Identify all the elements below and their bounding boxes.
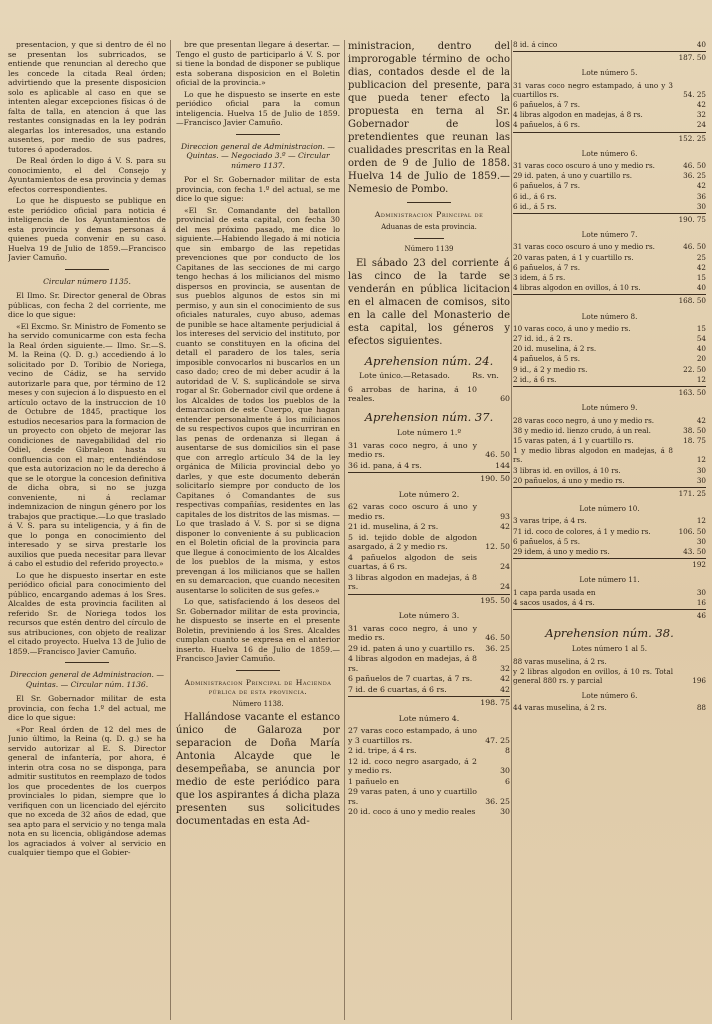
item-row — [513, 40, 706, 49]
paragraph: El Sr. Gobernador militar de esta provincia, con fecha 1.º del actual, me dice lo que sigue: — [8, 694, 166, 722]
item-description: 9 id., á 2 y medio rs. — [513, 364, 588, 374]
lote-total: 190. 50 — [348, 472, 510, 484]
column-rule — [170, 40, 171, 1020]
item-value: 54. 25 — [683, 89, 706, 99]
item-row — [348, 533, 510, 552]
item-row — [513, 416, 706, 425]
item-description: 6 pañuelos, á 7 rs. — [513, 181, 580, 191]
lote-title: Lote número 6. — [581, 148, 638, 158]
item-description: 27 id. id., á 2 rs. — [513, 334, 573, 344]
lote-list — [348, 428, 510, 817]
item-value: 42 — [500, 674, 510, 683]
notice-number: Número 1139 — [404, 245, 454, 253]
lote-total: 192 — [513, 558, 706, 569]
item-row — [513, 171, 706, 180]
item-description: 4 libras algodon en ovillos, á 10 rs. — [513, 283, 641, 293]
item-description: 8 id. á cinco — [513, 40, 558, 49]
item-value: 12 — [696, 374, 706, 384]
item-value: 42 — [696, 181, 706, 191]
item-value: 24 — [696, 120, 706, 130]
column-3 — [348, 40, 510, 1020]
item-value: 46. 50 — [683, 242, 706, 252]
item-row — [348, 787, 510, 806]
item-value: 30 — [500, 807, 510, 816]
item-row — [513, 283, 706, 292]
lote-total: 163. 50 — [513, 386, 706, 397]
item-row — [348, 726, 510, 745]
item-value: 42 — [696, 415, 706, 425]
lote-title: Lote número 1.º — [396, 428, 462, 437]
item-description: 4 libras algodon en madejas, á 8 rs. — [348, 654, 477, 673]
item-value: 8 — [505, 746, 510, 755]
item-description: 2 id. tripe, á 4 rs. — [348, 746, 417, 755]
item-description: 15 varas paten, á 1 y cuartillo rs. — [513, 435, 634, 445]
item-value: 15 — [696, 273, 706, 283]
item-description: 20 id. coco á uno y medio reales — [348, 807, 476, 816]
paragraph: «Por Real órden de 12 del mes de Junio último, la Reina (q. D. g.) se ha servido autorizar al E. S. Director general de infantería, por ahora, é interin otra cosa no se disponga, para admitir sustitutos en reemplazo de todos los que procedentes de los cuerpos provinciales lo pidan, siempre que lo verifiquen con un licenciado del ejército que no exceda de 32 años de edad, que sea apto para el servicio y no tenga mala nota en su licencia, obligándose ademas los agraciados á volver al servicio en cualquier tiempo que el Gobier- — [8, 724, 166, 857]
item-description: 29 id. paten á uno y cuartillo rs. — [348, 643, 475, 653]
item-value: 42 — [500, 684, 510, 694]
item-row — [513, 667, 706, 685]
item-value: 38. 50 — [683, 425, 706, 435]
lote-title: Lote número 11. — [579, 575, 640, 585]
item-description: 1 y medio libras algodon en madejas, á 8 rs. — [513, 446, 673, 465]
item-description: 31 varas coco negro, á uno y medio rs. — [348, 440, 477, 459]
aprehension-heading: Aprehension núm. 24. — [364, 353, 494, 368]
item-value: 40 — [696, 40, 706, 49]
lote-title: Lote número 3. — [398, 611, 460, 620]
item-row — [513, 657, 706, 666]
item-row — [348, 553, 510, 572]
item-value: 46. 50 — [485, 450, 510, 459]
lote-header — [348, 371, 510, 381]
section-heading: Direccion general de Administracion. — Quintas. — Circular núm. 1136. — [10, 670, 164, 689]
paragraph: El Ilmo. Sr. Director general de Obras públicas, con fecha 2 del corriente, me dice lo que sigue: — [8, 291, 166, 319]
item-description: 3 libras algodon en madejas, á 8 rs. — [348, 572, 477, 591]
item-value: 60 — [500, 394, 510, 403]
item-value: 88 — [696, 703, 706, 713]
item-value: 42 — [696, 262, 706, 272]
paragraph: bre que presentan llegare á desertar. —Tengo el gusto de participarlo á V. S. por si tiene la bondad de disponer se publique esta soberana disposicion en el Boletin oficial de la provincia.» — [176, 40, 340, 87]
item-row — [513, 81, 706, 99]
item-value: 30 — [696, 536, 706, 546]
column-rule — [511, 40, 512, 1020]
item-row — [513, 334, 706, 343]
item-value: 6 — [505, 776, 510, 786]
item-description: 29 idem, á uno y medio rs. — [513, 546, 610, 556]
item-description: 31 varas coco oscuro á uno y medio rs. — [513, 161, 655, 171]
item-description: 3 varas tripe, á 4 rs. — [513, 516, 587, 526]
item-row — [348, 624, 510, 643]
item-value: 40 — [696, 344, 706, 354]
item-description: 27 varas coco estampado, á uno y 3 cuartillos rs. — [348, 726, 477, 745]
item-value: 25 — [696, 252, 706, 262]
item-description: 36 id. pana, á 4 rs. — [348, 460, 422, 470]
lote-title: Lote número 2. — [398, 489, 460, 499]
item-description: 31 varas coco negro, á uno y medio rs. — [348, 623, 477, 642]
lote-total: 171. 25 — [513, 487, 706, 498]
item-value: 42 — [500, 522, 510, 531]
item-value: 18. 75 — [683, 435, 706, 445]
item-description: 10 varas coco, á uno y medio rs. — [513, 323, 631, 333]
aprehension-heading: Aprehension núm. 38. — [545, 626, 674, 641]
item-value: 36 — [696, 191, 706, 201]
section-heading: Direccion general de Administracion. — Quintas. — Negociado 3.º — Circular número 1137. — [181, 141, 335, 170]
item-description: 1 pañuelo en — [348, 776, 400, 786]
item-row — [513, 375, 706, 384]
item-row — [513, 273, 706, 282]
section-heading: Circular número 1135. — [43, 276, 131, 286]
item-description: 2 id., á 6 rs. — [513, 374, 557, 384]
divider — [65, 269, 109, 270]
item-row — [513, 703, 706, 712]
item-row — [513, 547, 706, 556]
item-row — [513, 263, 706, 272]
item-value: 20 — [696, 354, 706, 364]
item-description: 88 varas muselina, á 2 rs. — [513, 656, 607, 666]
item-value: 30 — [696, 587, 706, 597]
item-description: 12 id. coco negro asargado, á 2 y medio rs. — [348, 756, 477, 775]
lote-total: 190. 75 — [513, 213, 706, 224]
item-row — [513, 100, 706, 109]
item-value: 36. 25 — [485, 796, 510, 806]
item-description: 62 varas coco oscuro á uno y medio rs. — [348, 502, 477, 521]
item-value: 12. 50 — [485, 542, 510, 551]
section-heading: Administracion Principal de Hacienda pública de esta provincia. — [184, 677, 332, 696]
section-heading: Administracion Principal de — [374, 210, 484, 219]
item-description: 6 pañuelos, á 7 rs. — [513, 262, 580, 272]
lote-title: Lotes número 1 al 5. — [571, 644, 648, 654]
item-value: 30 — [696, 465, 706, 475]
item-description: 21 id. muselina, á 2 rs. — [348, 522, 439, 531]
item-description: 4 sacos usados, á 4 rs. — [513, 597, 595, 607]
item-row — [513, 516, 706, 525]
item-value: 24 — [500, 582, 510, 591]
divider — [407, 202, 451, 203]
item-value: 30 — [696, 475, 706, 485]
lote-total: 187. 50 — [513, 51, 706, 62]
item-value: 32 — [696, 110, 706, 120]
item-description: 3 idem, á 5 rs. — [513, 273, 566, 283]
item-description: 6 pañuelos de 7 cuartas, á 7 rs. — [348, 674, 473, 683]
item-description: 6 pañuelos, á 5 rs. — [513, 536, 580, 546]
item-description: 28 varas coco negro, á uno y medio rs. — [513, 415, 655, 425]
item-value: 32 — [500, 663, 510, 673]
item-row — [348, 573, 510, 592]
item-description: 20 varas paten, á 1 y cuartillo rs. — [513, 252, 634, 262]
item-row — [348, 522, 510, 532]
item-value: 15 — [696, 323, 706, 333]
item-row — [348, 777, 510, 787]
item-row — [348, 685, 510, 695]
item-value: 30 — [500, 766, 510, 775]
item-description: 29 id. paten, á uno y cuartillo rs. — [513, 171, 633, 181]
item-description: 38 y medio id. lienzo crudo, á un real. — [513, 425, 651, 435]
item-row — [513, 324, 706, 333]
lote-title: Lote número 10. — [579, 504, 640, 514]
item-row — [513, 598, 706, 607]
item-description: 1 capa parda usada en — [513, 587, 596, 597]
item-description: 20 pañuelos, á uno y medio rs. — [513, 475, 625, 485]
column-4 — [513, 40, 706, 1020]
item-value: 36. 25 — [683, 171, 706, 181]
lote-total: 168. 50 — [513, 294, 706, 305]
item-row — [348, 461, 510, 471]
divider — [414, 238, 444, 239]
column-rule — [344, 40, 345, 1020]
item-value: 42 — [696, 100, 706, 110]
item-description: 20 id. muselina, á 2 rs. — [513, 344, 597, 354]
item-description: 5 id. tejido doble de algodon asargado, á 2 y medio rs. — [348, 532, 477, 551]
item-value: 24 — [500, 562, 510, 571]
paragraph: presentacion, y que si dentro de él no se presentan los subrricados, se entiende que renuncian al derecho que les concede la citada Real órden; advirtiendo que la presente disposicion solo es aplicable al caso en que se intenten alegar excepciones físicas ó de falta de talla, en atencion á que las restantes consignadas en la ley podrán alegarlas los interesados, una estando ausentes, por medio de sus padres, tutores ó apoderados. — [8, 40, 166, 154]
item-row — [348, 746, 510, 756]
currency-label: Rs. vn. — [472, 371, 499, 380]
item-row — [513, 344, 706, 353]
item-value: 46. 50 — [683, 161, 706, 171]
item-description: 31 varas coco oscuro á uno y medio rs. — [513, 242, 655, 252]
paragraph: «El Excmo. Sr. Ministro de Fomento se ha servido comunicarme con esta fecha la Real órden siguiente.— Ilmo. Sr.—S. M. la Reina (Q. D. g.) accediendo á lo solicitado por D. Toribio de Noriega, vecino de Cádiz, se ha servido autorizarle para que, por término de 12 meses y con sujecion á lo dispuesto en el artículo octavo de la instruccion de 10 de Octubre de 1845, practique los estudios necesarios para la formacion de un proyecto con objeto de mejorar las condiciones de navegabilidad del rio Odiel, desde Gibraleon hasta su confluencia con el mar; entendiéndose que esta autorizacion no le da derecho á que se le otorgue la concesion definitiva de dicha obra, si no se juzga conveniente, ni á reclamar indemnizacion de ningun género por los trabajos que practique.—Lo que traslado á V. S. para su inteligencia, y á fin de que lo ponga en conocimiento del interesado y se sirva prestarle los auxilios que pueda necesitar para llevar á cabo el estudio del referido proyecto.» — [8, 321, 166, 568]
item-row — [348, 654, 510, 673]
aprehension-heading: Aprehension núm. 37. — [364, 409, 494, 424]
lote-list — [513, 68, 706, 620]
item-description: 4 pañuelos, á 6 rs. — [513, 120, 580, 130]
lote-title: Lote número 4. — [398, 713, 460, 723]
divider — [236, 134, 280, 135]
item-row — [348, 441, 510, 460]
item-row — [513, 181, 706, 190]
item-row — [513, 588, 706, 597]
lote-title: Lote número 8. — [581, 311, 638, 321]
item-row — [513, 446, 706, 464]
item-description: 7 id. de 6 cuartas, á 6 rs. — [348, 684, 447, 694]
item-row — [513, 354, 706, 363]
lote-title: Lote número 9. — [581, 403, 638, 413]
item-row — [348, 385, 510, 404]
item-value: 93 — [500, 511, 510, 521]
item-description: 6 pañuelos, á 7 rs. — [513, 100, 580, 110]
item-description: 4 libras algodon en madejas, á 8 rs. — [513, 110, 643, 120]
lote-label: Lote único.—Retasado. — [359, 371, 450, 380]
item-description: 6 id., á 5 rs. — [513, 201, 557, 211]
paragraph: ministracion, dentro del improrogable término de ocho dias, contados desde el de la publicacion del presente, para que pueda tener efecto la propuesta en terna al Sr. Gobernador de los pretendientes que reunan las cualidades prescritas en la Real orden de 9 de Julio de 1858. Huelva 14 de Julio de 1859.—Nemesio de Pombo. — [348, 41, 510, 195]
lote-total: 195. 50 — [348, 594, 510, 606]
item-description: 71 id. coco de colores, á 1 y medio rs. — [513, 526, 651, 536]
item-row — [513, 537, 706, 546]
lote-total: 198. 75 — [348, 696, 510, 708]
item-value: 30 — [696, 201, 706, 211]
item-row — [513, 242, 706, 251]
item-description: 29 varas paten, á uno y cuartillo rs. — [348, 787, 477, 806]
paragraph: Lo que, satisfaciendo á los deseos del Sr. Gobernador militar de esta provincia, he dispuesto se inserte en el presente Boletin, previniendo á los Sres. Alcaldes cumplan cuanto se expresa en el anterior inserto. Huelva 16 de Julio de 1859.—Francisco Javier Camuño. — [176, 597, 340, 663]
column-1 — [8, 40, 166, 1020]
item-row — [513, 192, 706, 201]
paragraph: Hallándose vacante el estanco único de Galaroza por separacion de Doña María Antonia Alcayde que le desempeñaba, se anuncia por medio de este periódico para que los aspirantes á dicha plaza presenten sus solicitudes documentadas en esta Ad- — [176, 712, 340, 827]
lote-items — [513, 657, 706, 686]
item-value: 43. 50 — [683, 546, 706, 556]
item-value: 54 — [696, 334, 706, 344]
item-row — [513, 161, 706, 170]
item-value: 36. 25 — [485, 643, 510, 653]
item-value: 12 — [696, 455, 706, 465]
item-description: 4 pañuelos, á 5 rs. — [513, 354, 580, 364]
paragraph: De Real órden lo digo á V. S. para su conocimiento, el del Consejo y Ayuntamientos de esa provincia y demas efectos correspondientes. — [8, 156, 166, 194]
item-row — [513, 527, 706, 536]
item-value: 196 — [692, 675, 706, 685]
item-row — [348, 674, 510, 684]
lote-total: 46 — [513, 609, 706, 620]
item-description: y 2 libras algodon en ovillos, á 10 rs. Total general 880 rs. y parcial — [513, 666, 673, 685]
item-row — [513, 436, 706, 445]
item-value: 46. 50 — [485, 633, 510, 642]
lote-title: Lote número 5. — [581, 68, 638, 78]
paragraph: Por el Sr. Gobernador militar de esta provincia, con fecha 1.º del actual, se me dice lo que sigue: — [176, 175, 340, 203]
lote-title: Lote número 7. — [581, 230, 638, 240]
item-description: 4 pañuelos algodon de seis cuartas, á 6 rs. — [348, 552, 477, 571]
item-description: 6 arrobas de harina, á 10 reales. — [348, 384, 477, 403]
item-description: 6 id., á 6 rs. — [513, 191, 557, 201]
item-description: 31 varas coco negro estampado, á uno y 3 cuartillos rs. — [513, 80, 673, 99]
item-value: 22. 50 — [683, 364, 706, 374]
item-row — [348, 644, 510, 654]
section-subheading: Aduanas de esta provincia. — [381, 222, 477, 231]
divider — [65, 662, 109, 663]
paragraph: El sábado 23 del corriente á las cinco de la tarde se venderán en pública licitacion en el almacen de comisos, sito en la calle del Monasterio de esta capital, los géneros y efectos siguientes. — [348, 257, 510, 347]
item-row — [513, 466, 706, 475]
item-row — [513, 426, 706, 435]
item-row — [513, 110, 706, 119]
item-row — [513, 365, 706, 374]
column-2 — [176, 40, 340, 1020]
notice-number: Número 1138. — [232, 699, 284, 708]
item-row — [348, 502, 510, 521]
item-row — [513, 202, 706, 211]
paragraph: Lo que he dispuesto se inserte en este periódico oficial para la comun inteligencia. Huelva 15 de Julio de 1859.—Francisco Javier Camuño. — [176, 89, 340, 127]
item-row — [513, 253, 706, 262]
item-value: 16 — [696, 597, 706, 607]
paragraph: «El Sr. Comandante del batallon provincial de esta capital, con fecha 30 del mes próximo pasado, me dice lo siguiente.—Habiendo llegado á mi noticia que sin embargo de las repetidas prevenciones que por conducto de los Capitanes de las secciones de mi cargo tengo hechas á los milicianos del mismo dispersos en provincia, se ausentan de sus pueblos algunos de estos sin mi permiso, y aun sin el conocimiento de sus oficiales naturales, cuyo abuso, ademas de punible se hace altamente perjudicial á los intereses del servicio del instituto, por cuanto se constituyen en la oficina del detall el paradero de los tales, sería imposible convocarlos ni buscarlos en un caso dado; creo de mi deber acudir á la autoridad de V. S. suplicándole se sirva rogar al Sr. Gobernador civil que ordene á los Alcaldes de todos los pueblos de la demarcacion de este Cuerpo, que hagan entender personalmente á los milicianos de su respectivos cupos que incurriran en las penas de ordenanza si llegan á ausentarse de sus domicilios sin el pase que con arreglo artículo 34 de la ley orgánica de Milicia provincial debo yo darles, y que este documento deberán solicitarlo siempre por conducto de los Capitanes ó Comandantes de sus respectivas compañías, residentes en las capitales de los distritos de las mismas. —Lo que traslado á V. S. por si se digna disponer lo conveniente á su publicacion en el Boletin oficial de la provincia para que llegue á conocimiento de los Alcaldes de los pueblos de la misma, y estos prevengan á los milicianos que se hallen en su demarcacion, que cuando necesiten ausentarse lo soliciten de sus gefes.» — [176, 205, 340, 595]
item-value: 106. 50 — [678, 526, 706, 536]
divider — [236, 670, 280, 671]
item-row — [348, 757, 510, 776]
item-row — [348, 807, 510, 817]
paragraph: Lo que he dispuesto insertar en este periódico oficial para conocimiento del público, encargando ademas á los Sres. Alcaldes de esta provincia faciliten al referido Sr. de Noriega todos los recursos que estén dentro del círculo de sus atribuciones, con objeto de realizar el citado proyecto. Huelva 13 de Julio de 1859.—Francisco Javier Camuño. — [8, 570, 166, 656]
item-description: 3 libras id. en ovillos, á 10 rs. — [513, 465, 621, 475]
item-row — [513, 120, 706, 129]
lote-title: Lote número 6. — [581, 691, 638, 701]
paragraph: Lo que he dispuesto se publique en este periódico oficial para noticia é inteligencia de los Ayuntamientos de esta provincia y demas personas á quienes pueda convenir en su caso. Huelva 19 de Julio de 1859.—Francisco Javier Camuño. — [8, 196, 166, 262]
lote-total: 152. 25 — [513, 132, 706, 143]
item-row — [513, 476, 706, 485]
item-value: 144 — [495, 460, 510, 470]
item-value: 47. 25 — [485, 735, 510, 745]
item-value: 12 — [696, 516, 706, 526]
item-value: 40 — [696, 283, 706, 293]
item-description: 44 varas muselina, á 2 rs. — [513, 703, 607, 713]
